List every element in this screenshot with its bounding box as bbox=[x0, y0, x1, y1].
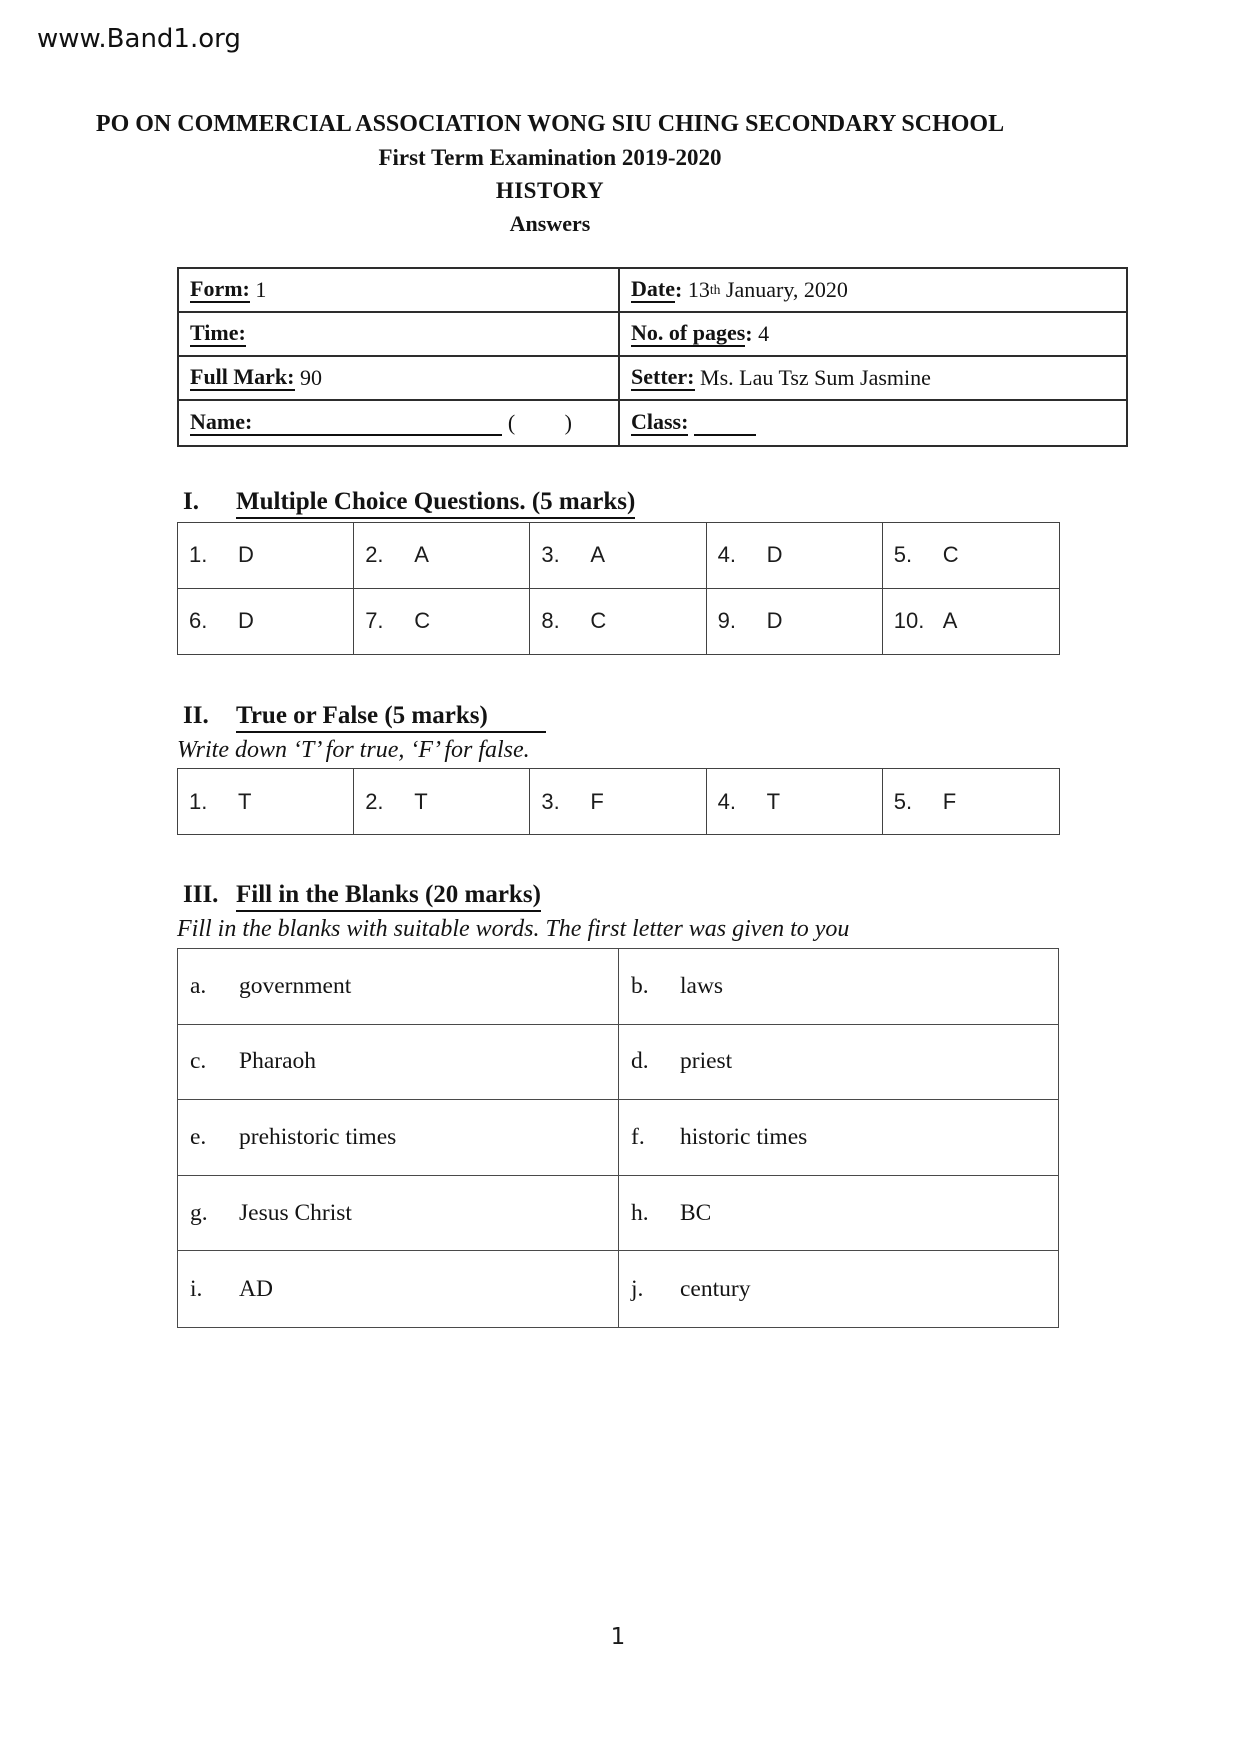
question-number: 2. bbox=[365, 542, 384, 568]
answer-value: T bbox=[766, 788, 781, 814]
answer-value: D bbox=[766, 542, 783, 568]
setter-cell bbox=[620, 357, 1126, 401]
fill-answer-cell bbox=[619, 1100, 1058, 1176]
answer-value: T bbox=[238, 788, 252, 814]
mc-answer-cell bbox=[178, 589, 354, 655]
fill-in-blanks-answer-table bbox=[177, 948, 1059, 1328]
time-label: Time: bbox=[190, 320, 246, 346]
answer-value: AD bbox=[239, 1275, 273, 1302]
answer-value: F bbox=[942, 788, 957, 814]
exam-title: First Term Examination 2019-2020 bbox=[378, 145, 722, 170]
mc-answer-cell bbox=[178, 523, 354, 589]
question-number: 8. bbox=[541, 608, 560, 634]
paper-type: Answers bbox=[509, 211, 591, 236]
section-3-instruction: Fill in the blanks with suitable words. The first letter was given to you bbox=[177, 916, 850, 942]
answer-value: prehistoric times bbox=[239, 1123, 397, 1150]
question-number: 9. bbox=[717, 608, 736, 634]
answer-value: A bbox=[414, 542, 429, 568]
form-value: 1 bbox=[255, 277, 267, 302]
item-letter: h. bbox=[631, 1199, 649, 1226]
date-cell: Date : 13 th January, 2020 bbox=[620, 269, 1126, 313]
answer-value: A bbox=[942, 608, 958, 634]
question-number: 3. bbox=[541, 788, 560, 814]
tf-answer-cell bbox=[530, 769, 706, 834]
question-number: 10. bbox=[893, 608, 925, 634]
item-letter: f. bbox=[631, 1123, 645, 1150]
item-letter: d. bbox=[631, 1048, 649, 1075]
mc-answer-cell bbox=[530, 589, 706, 655]
answer-value: D bbox=[766, 608, 783, 634]
fill-answer-cell bbox=[178, 1251, 619, 1327]
class-cell bbox=[620, 401, 1126, 445]
question-number: 2. bbox=[365, 788, 384, 814]
tf-answer-cell bbox=[883, 769, 1059, 834]
item-letter: a. bbox=[190, 972, 207, 999]
name-cell bbox=[179, 401, 620, 445]
full-mark-value: 90 bbox=[300, 365, 322, 390]
pages-colon: : bbox=[745, 321, 753, 346]
answer-value: Pharaoh bbox=[239, 1048, 317, 1075]
mc-answer-cell bbox=[707, 589, 883, 655]
item-letter: e. bbox=[190, 1123, 207, 1150]
exam-header bbox=[0, 108, 1100, 240]
school-name: PO ON COMMERCIAL ASSOCIATION WONG SIU CHING SECONDARY SCHOOL bbox=[95, 111, 1005, 137]
name-class-number-parens: ( ) bbox=[507, 410, 572, 435]
page-number: 1 bbox=[610, 1624, 626, 1650]
section-3-title: Fill in the Blanks (20 marks) bbox=[236, 881, 541, 912]
time-cell bbox=[179, 313, 620, 357]
question-number: 5. bbox=[893, 788, 913, 814]
name-label: Name: bbox=[190, 409, 253, 435]
mc-answer-cell bbox=[530, 523, 706, 589]
section-3-numeral: III. bbox=[183, 881, 219, 908]
question-number: 4. bbox=[717, 542, 736, 568]
answer-value: century bbox=[680, 1275, 751, 1302]
full-mark-label: Full Mark: bbox=[190, 364, 295, 390]
date-colon: : bbox=[674, 277, 683, 302]
item-letter: g. bbox=[190, 1199, 208, 1226]
date-label: Date bbox=[631, 276, 675, 302]
subject-title: HISTORY bbox=[495, 178, 605, 203]
answer-value: historic times bbox=[680, 1123, 808, 1150]
section-1-heading bbox=[183, 488, 635, 519]
item-letter: c. bbox=[190, 1048, 207, 1075]
class-blank-line bbox=[694, 410, 756, 435]
true-false-answer-table bbox=[177, 768, 1060, 835]
fill-answer-cell bbox=[178, 1100, 619, 1176]
section-1-numeral: I. bbox=[183, 488, 199, 515]
exam-info-table bbox=[177, 267, 1128, 447]
answer-value: laws bbox=[680, 972, 724, 999]
setter-value: Ms. Lau Tsz Sum Jasmine bbox=[700, 365, 931, 390]
pages-value: 4 bbox=[758, 321, 770, 346]
answer-value: A bbox=[590, 542, 606, 568]
fill-answer-cell bbox=[178, 1025, 619, 1101]
answer-value: D bbox=[238, 608, 254, 634]
form-label: Form: bbox=[190, 276, 250, 302]
answer-value: F bbox=[590, 788, 604, 814]
mc-answer-cell bbox=[354, 523, 530, 589]
question-number: 1. bbox=[189, 788, 208, 814]
tf-answer-cell bbox=[178, 769, 354, 834]
tf-answer-cell bbox=[354, 769, 530, 834]
mc-answer-cell bbox=[707, 523, 883, 589]
answer-value: government bbox=[239, 972, 352, 999]
item-letter: j. bbox=[631, 1275, 644, 1302]
fill-answer-cell bbox=[619, 1251, 1058, 1327]
answer-value: BC bbox=[680, 1199, 712, 1226]
full-mark-cell bbox=[179, 357, 620, 401]
fill-answer-cell bbox=[619, 949, 1058, 1025]
pages-cell bbox=[620, 313, 1126, 357]
fill-answer-cell bbox=[178, 949, 619, 1025]
site-watermark: www.Band1.org bbox=[37, 24, 241, 54]
answer-value: C bbox=[942, 542, 959, 568]
section-1-title: Multiple Choice Questions. (5 marks) bbox=[236, 488, 635, 519]
item-letter: b. bbox=[631, 972, 649, 999]
question-number: 1. bbox=[189, 542, 208, 568]
fill-answer-cell bbox=[619, 1025, 1058, 1101]
section-2-title: True or False (5 marks) bbox=[236, 702, 546, 733]
setter-label: Setter: bbox=[631, 364, 695, 390]
tf-answer-cell bbox=[707, 769, 883, 834]
mc-answer-cell bbox=[883, 589, 1059, 655]
answer-value: Jesus Christ bbox=[239, 1199, 352, 1226]
question-number: 7. bbox=[365, 608, 384, 634]
mc-answer-cell bbox=[354, 589, 530, 655]
section-2-numeral: II. bbox=[183, 702, 209, 729]
answer-value: C bbox=[414, 608, 431, 634]
answer-value: T bbox=[414, 788, 428, 814]
question-number: 4. bbox=[717, 788, 736, 814]
answer-value: C bbox=[590, 608, 607, 634]
answer-value: priest bbox=[680, 1048, 733, 1075]
form-cell bbox=[179, 269, 620, 313]
section-2-heading bbox=[183, 702, 546, 733]
question-number: 5. bbox=[893, 542, 913, 568]
mc-answer-cell bbox=[883, 523, 1059, 589]
multiple-choice-answer-table bbox=[177, 522, 1060, 655]
date-rest: January, 2020 bbox=[725, 277, 848, 302]
section-3-heading bbox=[183, 881, 541, 912]
question-number: 6. bbox=[189, 608, 208, 634]
item-letter: i. bbox=[190, 1275, 203, 1302]
fill-answer-cell bbox=[178, 1176, 619, 1252]
question-number: 3. bbox=[541, 542, 560, 568]
name-blank-line bbox=[252, 410, 502, 435]
date-day: 13 bbox=[687, 277, 710, 302]
fill-answer-cell bbox=[619, 1176, 1058, 1252]
class-label: Class: bbox=[631, 409, 689, 435]
answer-value: D bbox=[238, 542, 254, 568]
section-2-instruction: Write down ‘T’ for true, ‘F’ for false. bbox=[177, 737, 530, 763]
pages-label: No. of pages bbox=[631, 320, 746, 346]
